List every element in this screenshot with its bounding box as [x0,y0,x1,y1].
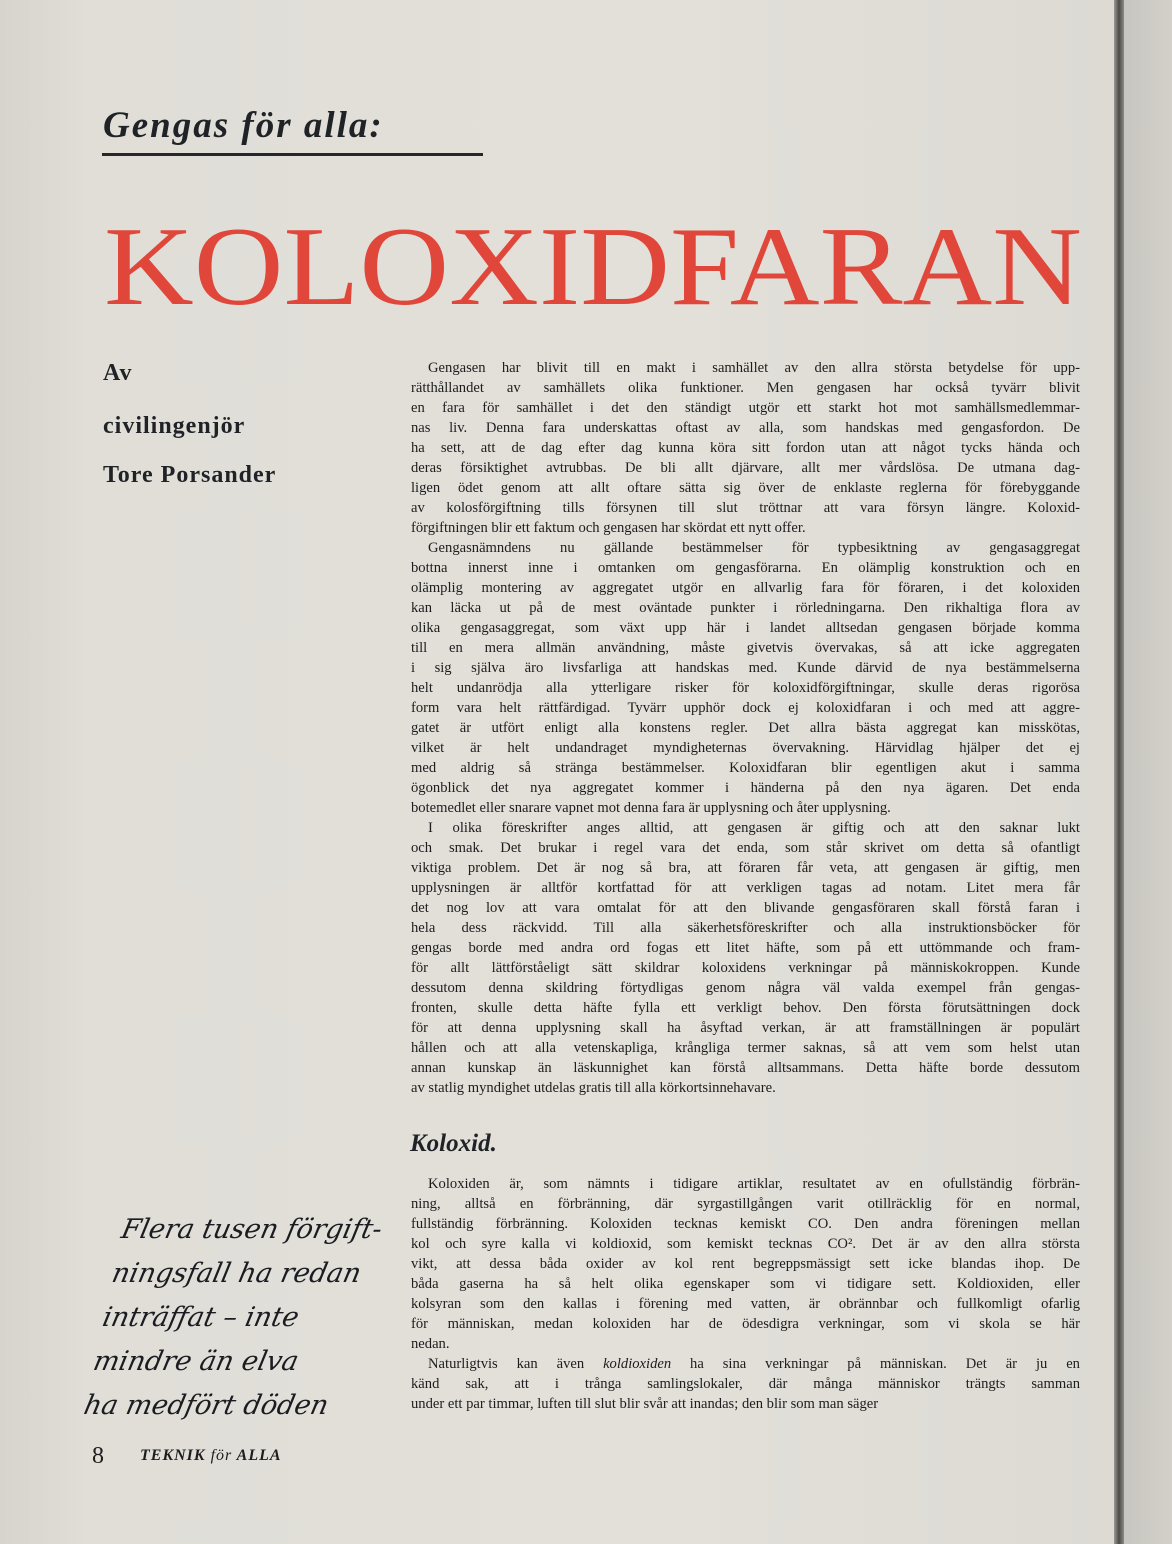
page-number: 8 [92,1443,104,1469]
kicker-underline [102,153,483,156]
text-line: för att denna upplysning skall ha åsyftad verkan, är att framställningen är populärt [411,1020,1080,1036]
handwritten-line: mindre än elva [90,1346,302,1377]
subheading: Koloxid. [410,1130,497,1157]
text-line: bottna innerst inne i omtanken om gengasförarna. En olämplig konstruktion och en [411,560,1080,576]
text-line: Koloxiden är, som nämnts i tidigare artiklar, resultatet av en ofullständig förbrän- [428,1176,1080,1192]
text-line: upplysningen är alltför kortfattad för att verkligen tagas ad notam. Litet mera får [411,880,1080,896]
text-line: nas liv. Denna fara underskattas oftast av alla, som handskas med gengasfordon. De [411,420,1080,436]
text-line: till en mera allmän användning, måste givetvis övervakas, så att icke aggregaten [411,640,1080,656]
text-line: kolsyran som den kallas i förening med vatten, är obrännbar och fullkomligt ofarlig [411,1296,1080,1312]
paragraph [411,358,1080,538]
text-line: nedan. [411,1336,450,1352]
text-line: ligen ödet genom att allt oftare sätta sig över de enklaste reglerna för förebyggande [411,480,1080,496]
text-line: olika gengasaggregat, som växt upp här i landet alltsedan gengasen började komma [411,620,1080,636]
text-line: av kolosförgiftning tills försynen till slut tröttnar att vara försyn längre. Koloxid- [411,500,1080,516]
text-line: gatet är utfört enligt alla konstens regler. Det allra bästa aggregat kan misskötas, [411,720,1080,736]
paragraph [411,1174,1080,1354]
text-line: kol och syre kalla vi koldioxid, som kemiskt tecknas CO². Det är av den allra största [411,1236,1080,1252]
text-line: under ett par timmar, luften till slut blir svår att inandas; den blir som man säger [411,1396,879,1412]
text-line: för människan, medan koloxiden har de ödesdigra verkningar, som vi skola se här [411,1316,1080,1332]
text-line: rätthållandet av samhällets olika funktioner. Men gengasen har också tyvärr blivit [411,380,1080,396]
paragraph [411,1354,1080,1414]
text-line: för allt lättförståeligt sätt skildrar koloxidens verkningar på människokroppen. Kunde [411,960,1080,976]
byline-title: civilingenjör [103,413,246,439]
kicker-title: Gengas för alla: [103,105,384,146]
byline-prefix: Av [103,360,133,386]
magazine-title [140,1447,282,1465]
text-line: dessutom denna skildring förtydligas genom några väl valda exempel från gengas- [411,980,1080,996]
text-line: det nog lov att vara omtalat för att den blivande gengasföraren skall förstå faran i [411,900,1080,916]
text-line: ha sett, att de dag efter dag kunna köra sitt fordon utan att något tycks hända och [411,440,1080,456]
text-line: Naturligtvis kan även koldioxiden ha sina verkningar på människan. Det är ju en [428,1356,1080,1372]
magazine-title-c: ALLA [236,1447,282,1464]
text-line: en fara för samhället i det den ständigt utgör ett starkt hot mot samhällsmedlemmar- [411,400,1080,416]
text-line: båda gaserna ha så helt olika egenskaper som vi tidigare sett. Koldioxiden, eller [411,1276,1080,1292]
magazine-title-a: TEKNIK [140,1447,206,1464]
text-line: hela dess räckvidd. Till alla säkerhetsföreskrifter och alla instruktionsböcker för [411,920,1080,936]
text-line: med aldrig så stränga bestämmelser. Koloxidfaran blir egentligen akut i samma [411,760,1080,776]
text-line: känd sak, att i trånga samlingslokaler, där många människor trängts samman [411,1376,1080,1392]
adjacent-page-edge [1124,0,1172,1544]
text-line: fullständig förbränning. Koloxiden tecknas kemiskt CO. Den andra föreningen mellan [411,1216,1080,1232]
handwritten-line: Flera tusen förgift- [118,1214,386,1245]
handwritten-line: ha medfört döden [81,1390,332,1421]
headline [100,200,1090,310]
magazine-title-b: för [210,1447,233,1464]
text-line: fronten, skulle detta häfte fylla ett verkligt behov. Den första förutsättningen dock [411,1000,1080,1016]
text-line: i sig själva äro livsfarliga att handskas med. Kunde därvid de nya bestämmelserna [411,660,1080,676]
paragraph [411,818,1080,1098]
text-line: I olika föreskrifter anges alltid, att gengasen är giftig och att den saknar lukt [428,820,1080,836]
byline-author: Tore Porsander [103,462,277,488]
text-line: hållen och att alla vetenskapliga, krångliga termer saknas, så att vem som helst utan [411,1040,1080,1056]
paragraph [411,538,1080,818]
article-body [411,358,1080,1098]
text-line: gengas borde med andra ord fogas ett litet häfte, som på ett uttömmande och fram- [411,940,1080,956]
text-line: ning, alltså en förbränning, där syrgastillgången varit otillräcklig för en normal, [411,1196,1080,1212]
text-line: botemedlet eller snarare vapnet mot denna fara är upplysning och åter upplysning. [411,800,891,816]
text-line: helt undanrödja alla ytterligare risker för koloxidförgiftningar, skulle deras rigorösa [411,680,1080,696]
text-line: och smak. Det brukar i regel vara det enda, som står skrivet om detta så ofantligt [411,840,1080,856]
headline-text: KOLOXIDFARAN [104,205,1082,310]
text-line: vilket är helt undandraget myndigheternas övervakning. Härvidlag hjälper det ej [411,740,1080,756]
text-line: olämplig montering av aggregatet utgör en allvarlig fara för föraren, i det koloxiden [411,580,1080,596]
handwritten-line: ningsfall ha redan [109,1258,364,1289]
text-line: förgiftningen blir ett faktum och gengasen har skördat ett nytt offer. [411,520,806,536]
page-fold [1114,0,1124,1544]
text-line: av statlig myndighet utdelas gratis till alla körkortsinnehavare. [411,1080,776,1096]
text-line: Gengasen har blivit till en makt i samhället av den allra största betydelse för upp- [428,360,1080,376]
text-line: form vara helt rättfärdigad. Tyvärr upphör dock ej koloxidfaran i och med att aggre- [411,700,1080,716]
text-line: vikt, att dessa båda oxider av kol rent begreppsmässigt sett icke blandas ihop. De [411,1256,1080,1272]
article-body-koloxid [411,1174,1080,1414]
text-line: viktiga problem. Det är nog så bra, att föraren får veta, att gengasen är giftig, men [411,860,1080,876]
text-line: ögonblick det nya aggregatet kommer i händerna på den nya ägaren. Det enda [411,780,1080,796]
text-line: Gengasnämndens nu gällande bestämmelser för typbesiktning av gengasaggregat [428,540,1080,556]
handwritten-line: inträffat – inte [99,1302,302,1333]
text-line: kan läcka ut på de mest oväntade punkter i rörledningarna. Den rikhaltiga flora av [411,600,1080,616]
handwritten-note [80,1208,387,1428]
text-line: deras försiktighet avtrubbas. De bli allt djärvare, allt mer vårdslösa. De utmana dag- [411,460,1080,476]
text-line: annan kunskap än läskunnighet kan förstå alltsammans. Detta häfte borde dessutom [411,1060,1080,1076]
